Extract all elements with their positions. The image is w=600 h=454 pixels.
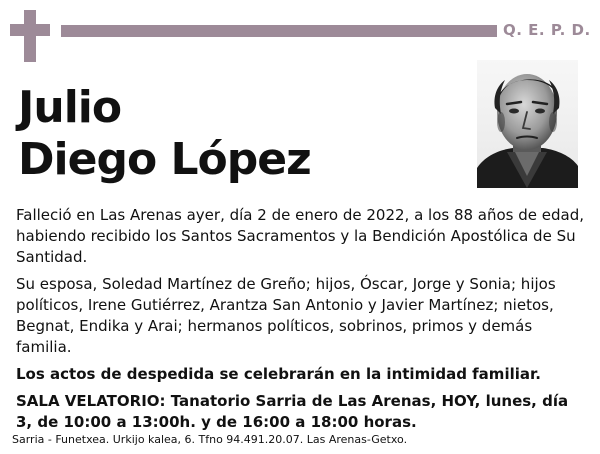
deceased-surname: Diego López: [18, 134, 311, 185]
portrait-photo-icon: [477, 60, 578, 188]
wake-paragraph: SALA VELATORIO: Tanatorio Sarria de Las Arenas, HOY, lunes, día 3, de 10:00 a 13:00h. y de 16:00 a 18:00 horas.: [16, 392, 569, 431]
portrait-photo: [477, 60, 578, 188]
cross-icon: [10, 10, 50, 62]
death-paragraph: Falleció en Las Arenas ayer, día 2 de enero de 2022, a los 88 años de edad, habiendo recibido los Santos Sacramentos y la Bendición Apostólica de Su Santidad.: [16, 206, 585, 266]
notice-body: [16, 205, 586, 439]
deceased-name: [18, 82, 478, 194]
funeral-home-footer: Sarria - Funetxea. Urkijo kalea, 6. Tfno 94.491.20.07. Las Arenas-Getxo.: [12, 433, 408, 446]
qepd-label: Q. E. P. D.: [503, 21, 591, 39]
cross-vertical-bar: [24, 10, 36, 62]
header-rule: [61, 25, 497, 37]
deceased-first-name: Julio: [18, 82, 122, 133]
cross-horizontal-bar: [10, 24, 50, 36]
family-paragraph: Su esposa, Soledad Martínez de Greño; hijos, Óscar, Jorge y Sonia; hijos políticos, Irene Gutiérrez, Arantza San Antonio y Javier Martínez; nietos, Begnat, Endika y Arai; hermanos políticos, sobrinos, primos y demás familia.: [16, 275, 556, 356]
farewell-paragraph: Los actos de despedida se celebrarán en la intimidad familiar.: [16, 365, 541, 383]
